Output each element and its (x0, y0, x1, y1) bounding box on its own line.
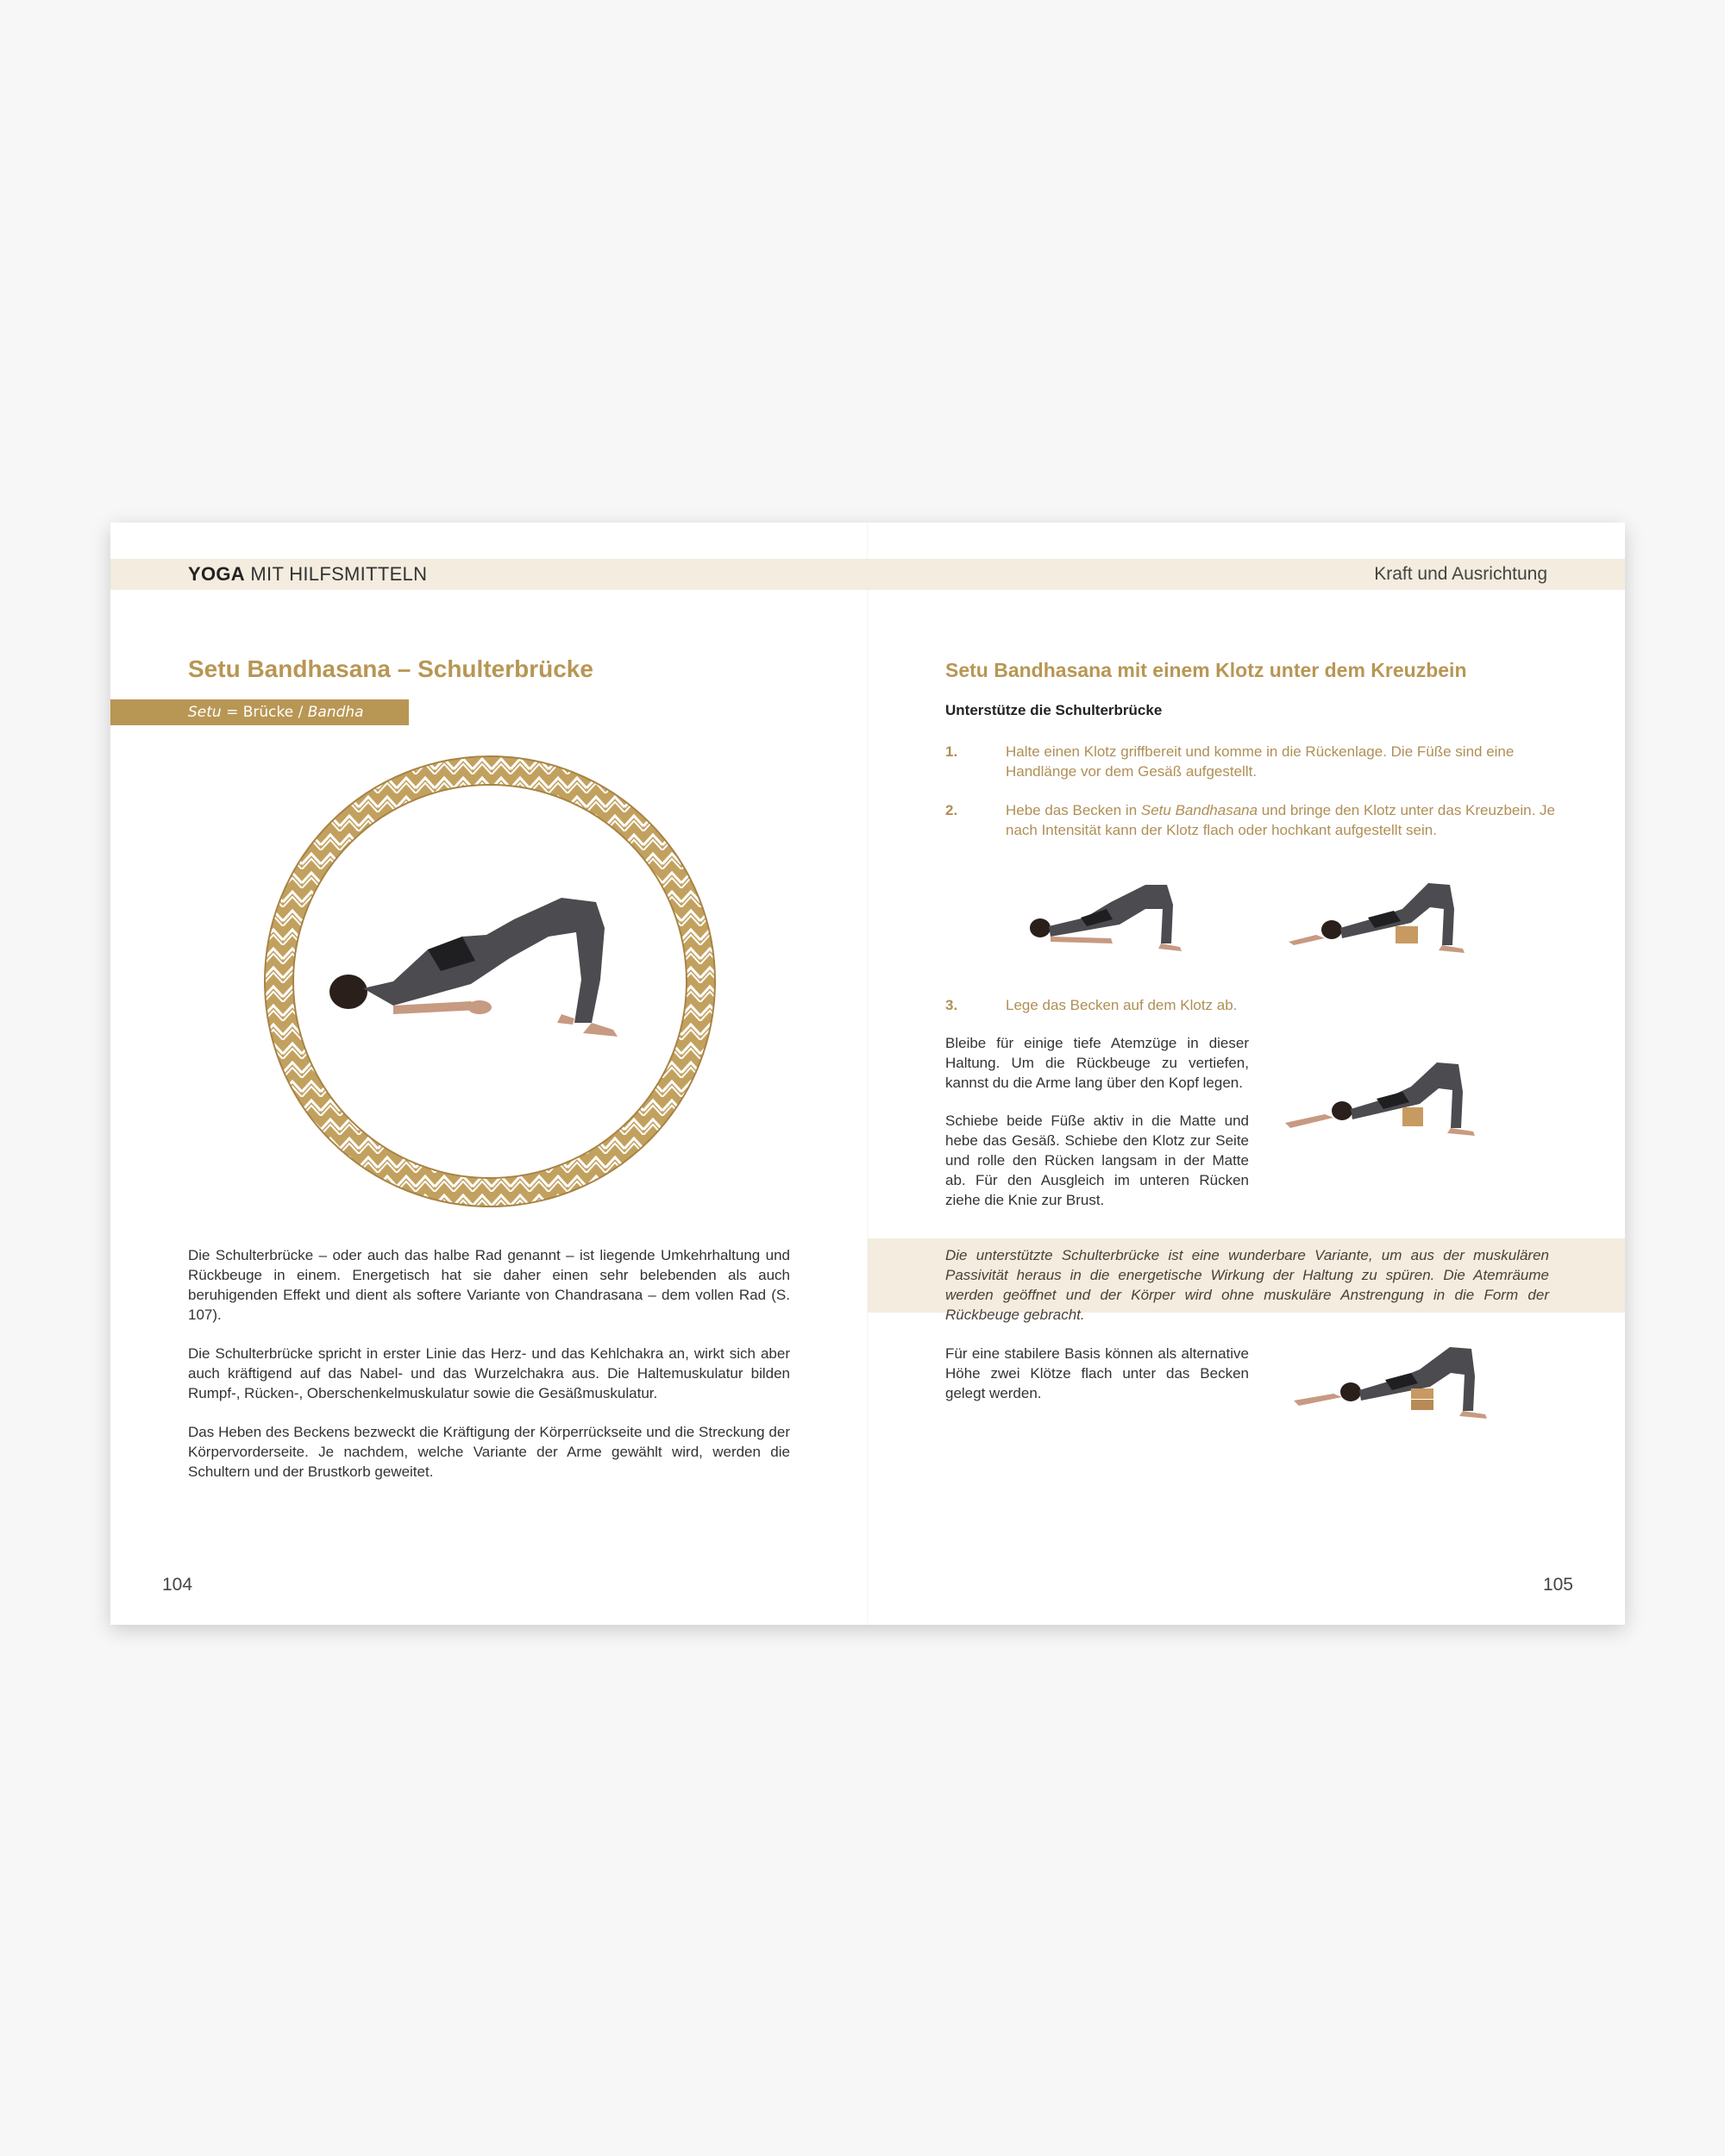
step-1-number: 1. (945, 743, 958, 760)
step-3-text: Lege das Becken auf dem Klotz ab. (1006, 997, 1238, 1013)
step-2-text-italic: Setu Bandhasana (1140, 802, 1258, 818)
left-body-text (188, 1245, 790, 1501)
right-paragraph-3: Für eine stabilere Basis können als alternative Höhe zwei Klötze flach unter das Becken gelegt werden. (945, 1345, 1249, 1401)
right-paragraph-1: Bleibe für einige tiefe Atemzüge in dieser Haltung. Um die Rückbeuge zu vertiefen, kannst du die Arme lang über den Kopf legen. (945, 1035, 1249, 1091)
header-subtitle: MIT HILFSMITTELN (245, 563, 428, 585)
right-paragraph-2: Schiebe beide Füße aktiv in die Matte und hebe das Gesäß. Schiebe den Klotz zur Seite und rolle den Rücken langsam in der Matte ab. Für den Ausgleich im unteren Rücken ziehe die Knie zur Brust. (945, 1112, 1249, 1208)
step-2 (945, 800, 1559, 842)
left-paragraph-2: Die Schulterbrücke spricht in erster Linie das Herz- und das Kehlchakra an, wirkt sich aber auch kräftigend auf das Nabel- und das Wurzelchakra aus. Die Haltemuskulatur bilden Rumpf-, Rücken-, Oberschenkelmuskulatur sowie die Gesäßmuskulatur. (188, 1345, 790, 1401)
etymology-band (110, 699, 409, 747)
step-2-text (1006, 800, 1558, 840)
running-header-right: Kraft und Ausrichtung (1374, 564, 1547, 584)
step-1-text: Halte einen Klotz griffbereit und komme in die Rückenlage. Die Füße sind eine Handlänge vor dem Gesäß aufgestellt. (1006, 743, 1515, 780)
page-number-right: 105 (1542, 1575, 1573, 1595)
right-page-title: Setu Bandhasana mit einem Klotz unter dem Kreuzbein (945, 659, 1467, 681)
book-spine (867, 523, 869, 1625)
etym-term-bandha: Bandha (307, 704, 364, 721)
book-spread (110, 523, 1625, 1625)
step-3 (945, 995, 1549, 1016)
left-paragraph-1: Die Schulterbrücke – oder auch das halbe Rad genannt – ist liegende Umkehrhaltung und Rückbeuge in einem. Energetisch hat sie daher einen sehr belebenden als auch beruhigenden Effekt und dient als softere Variante von Chandrasana – dem vollen Rad (S. 107). (188, 1247, 790, 1323)
note-text: Die unterstützte Schulterbrücke ist eine wunderbare Variante, um aus der muskulären Passivität heraus in die energetische Wirkung der Haltung zu spüren. Die Atemräume werden geöffnet und der Körper wird ohne muskuläre Anstrengung in die Form der Rückbeuge gebracht. (945, 1247, 1549, 1323)
photo-two-blocks (1290, 1338, 1506, 1425)
left-paragraph-3: Das Heben des Beckens bezweckt die Kräftigung der Körperrückseite und die Streckung der Körpervorderseite. Je nachdem, welche Variante der Arme gewählt wird, werden die Schultern und der Brustkorb geweitet. (188, 1424, 790, 1480)
etym-meaning-1: = Brücke / (221, 704, 308, 721)
step-2-text-a: Hebe das Becken in (1006, 802, 1141, 818)
etym-term-setu: Setu (188, 704, 222, 721)
left-page-title: Setu Bandhasana – Schulterbrücke (188, 655, 593, 682)
photo-step-2 (1282, 866, 1489, 961)
photo-step-3 (1282, 1049, 1497, 1144)
page-number-left: 104 (162, 1575, 193, 1595)
header-brand: YOGA (188, 563, 245, 585)
ornamental-ring-photo (264, 755, 716, 1207)
step-3-number: 3. (945, 997, 958, 1013)
step-1 (945, 742, 1549, 783)
right-subheading: Unterstütze die Schulterbrücke (945, 702, 1163, 718)
step-2-number: 2. (945, 802, 958, 818)
step-2-text-b: und bringe den Klotz unter das Kreuzbein. Je nach Intensität kann der Klotz flach oder hochkant aufgestellt sein. (1006, 802, 1559, 838)
etym-meaning-2: = Bau (188, 730, 238, 747)
running-header-left (188, 561, 427, 588)
photo-step-1 (1016, 866, 1214, 961)
